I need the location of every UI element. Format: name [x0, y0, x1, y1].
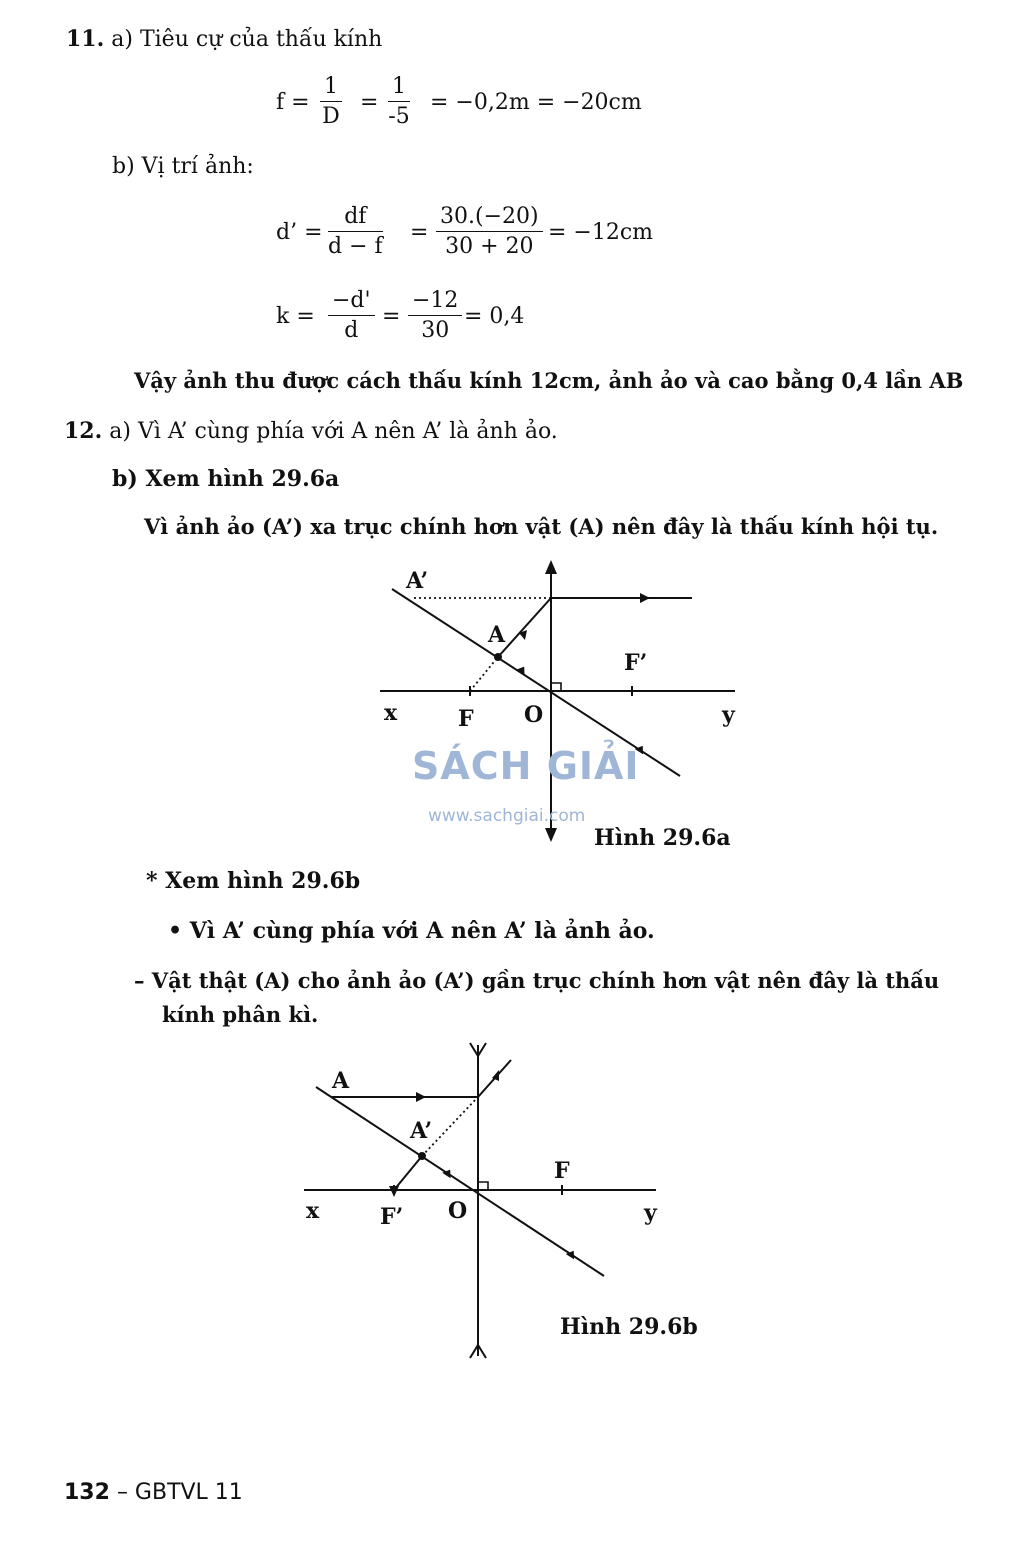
formula-k-fraction-1: $\frac{-d'}{d}$: [328, 288, 375, 343]
problem-12b-text: Vì ảnh ảo (A’) xa trục chính hơn vật (A) nên đây là thấu kính hội tụ.: [144, 514, 939, 539]
problem-12b-label: b) Xem hình 29.6a: [112, 466, 340, 492]
problem-12-dash-line-1: – Vật thật (A) cho ảnh ảo (A’) gần trục chính hơn vật nên đây là thấu: [134, 968, 940, 993]
fig-b-label-x: x: [306, 1198, 320, 1224]
formula-f-fraction-1: $\frac{1}{D}$: [320, 74, 342, 129]
fig-b-caption: Hình 29.6b: [560, 1314, 698, 1340]
fig-b-arrow-focus-line: [389, 1186, 399, 1197]
fig-b-label-f: F: [554, 1158, 570, 1184]
formula-k-lhs: k =: [276, 304, 315, 329]
page-number: 132: [64, 1480, 110, 1505]
fig-a-label-f-prime: F’: [624, 650, 648, 676]
fig-b-label-y: y: [644, 1200, 657, 1226]
problem-12-star-label: * Xem hình 29.6b: [146, 868, 361, 894]
formula-d-rhs: = −12cm: [548, 220, 654, 245]
fig-b-point-a-prime: [418, 1152, 426, 1160]
formula-d-fraction-1: $\frac{df}{d - f}$: [328, 204, 383, 259]
fig-a-label-o: O: [524, 702, 544, 728]
formula-d-fraction-2: $\frac{30.(-20)}{30 + 20}$: [436, 204, 543, 259]
fig-b-ray-to-focus: [394, 1156, 422, 1190]
book-code: – GBTVL 11: [116, 1480, 243, 1505]
problem-12-number: 12.: [64, 418, 103, 444]
bullet-text: Vì A’ cùng phía với A nên A’ là ảnh ảo.: [189, 918, 655, 944]
fig-a-label-x: x: [384, 700, 398, 726]
formula-k-rhs: = 0,4: [464, 304, 525, 329]
fig-b-right-angle: [478, 1182, 488, 1190]
formula-d-lhs: d’ =: [276, 220, 323, 245]
page-footer: [64, 1480, 243, 1505]
formula-d-eq: =: [410, 220, 429, 245]
fig-a-label-a: A: [488, 622, 506, 648]
fig-b-label-a: A: [332, 1068, 350, 1094]
problem-11a-label: a) Tiêu cự của thấu kính: [111, 27, 383, 52]
watermark-brand: SÁCH GIẢI: [412, 744, 640, 788]
formula-f-fraction-2: $\frac{1}{-5}$: [388, 74, 410, 129]
fig-b-label-f-prime: F’: [380, 1204, 404, 1230]
fig-b-label-o: O: [448, 1198, 468, 1224]
fig-b-label-a-prime: A’: [410, 1118, 433, 1144]
problem-11-number: 11.: [66, 26, 105, 52]
fig-a-label-f: F: [458, 706, 474, 732]
fig-a-caption: Hình 29.6a: [594, 825, 731, 851]
bullet-dot: •: [168, 918, 190, 944]
fig-b-arrow-parallel: [416, 1092, 426, 1102]
fig-a-label-a-prime: A’: [406, 568, 429, 594]
problem-11-conclusion: Vậy ảnh thu được cách thấu kính 12cm, ảnh ảo và cao bằng 0,4 lần AB: [134, 368, 964, 393]
formula-k-eq: =: [382, 304, 401, 329]
formula-k-fraction-2: $\frac{-12}{30}$: [408, 288, 462, 343]
watermark-url: www.sachgiai.com: [428, 806, 586, 826]
formula-f-rhs: = −0,2m = −20cm: [430, 90, 642, 115]
formula-f-eq: =: [360, 90, 379, 115]
fig-a-label-y: y: [722, 702, 735, 728]
problem-11b-label: b) Vị trí ảnh:: [112, 154, 254, 179]
problem-12a-text: a) Vì A’ cùng phía với A nên A’ là ảnh ảo.: [109, 419, 558, 444]
problem-12-dash-line-2: kính phân kì.: [162, 1002, 319, 1027]
formula-f-lhs: f =: [276, 90, 310, 115]
